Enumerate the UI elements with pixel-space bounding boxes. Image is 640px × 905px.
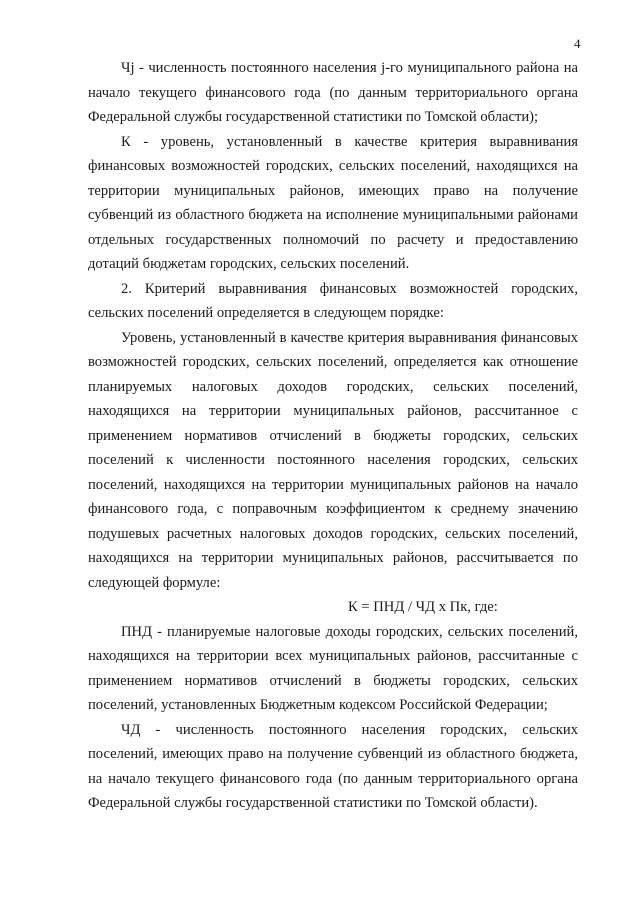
paragraph-k-definition: К - уровень, установленный в качестве критерия выравнивания финансовых возможностей городских, сельских поселений, находящихся на территории муниципальных районов, имеющих право на получение субвенций из областного бюджета на исполнение муниципальными районами отдельных государственных полномочий по расчету и предоставлению дотаций бюджетам городских, сельских поселений. — [88, 133, 578, 272]
paragraph-level-description: Уровень, установленный в качестве критерия выравнивания финансовых возможностей городских, сельских поселений, определяется как отношение планируемых налоговых доходов городских, сельских поселений, находящихся на территории муниципальных районов, рассчитанное с применением нормативов отчислений в бюджеты городских, сельских поселений к численности постоянного населения городских, сельских поселений, находящихся на территории муниципальных районов на начало финансового года, с поправочным коэффициентом к среднему значению подушевых расчетных налоговых доходов городских, сельских поселений, находящихся на территории муниципальных районов, рассчитывается по следующей формуле: — [88, 329, 578, 591]
formula: К = ПНД / ЧД х Пк, где: — [348, 599, 498, 615]
page-number: 4 — [574, 36, 581, 51]
definition-pnd: ПНД - планируемые налоговые доходы городских, сельских поселений, находящихся на территории всех муниципальных районов, рассчитанные с применением нормативов отчислений в бюджеты городских, сельских поселений, установленных Бюджетным кодексом Российской Федерации; — [88, 623, 578, 713]
definition-chd: ЧД - численность постоянного населения городских, сельских поселений, имеющих право на получение субвенций из областного бюджета, на начало текущего финансового года (по данным территориального органа Федеральной службы государственной статистики по Томской области). — [88, 721, 578, 811]
paragraph-cj-definition: Чj - численность постоянного населения j-го муниципального района на начало текущего финансового года (по данным территориального органа Федеральной службы государственной статистики по Томской области); — [88, 60, 578, 125]
document-body — [88, 56, 578, 816]
paragraph-criterion-intro: 2. Критерий выравнивания финансовых возможностей городских, сельских поселений определяется в следующем порядке: — [88, 280, 578, 321]
